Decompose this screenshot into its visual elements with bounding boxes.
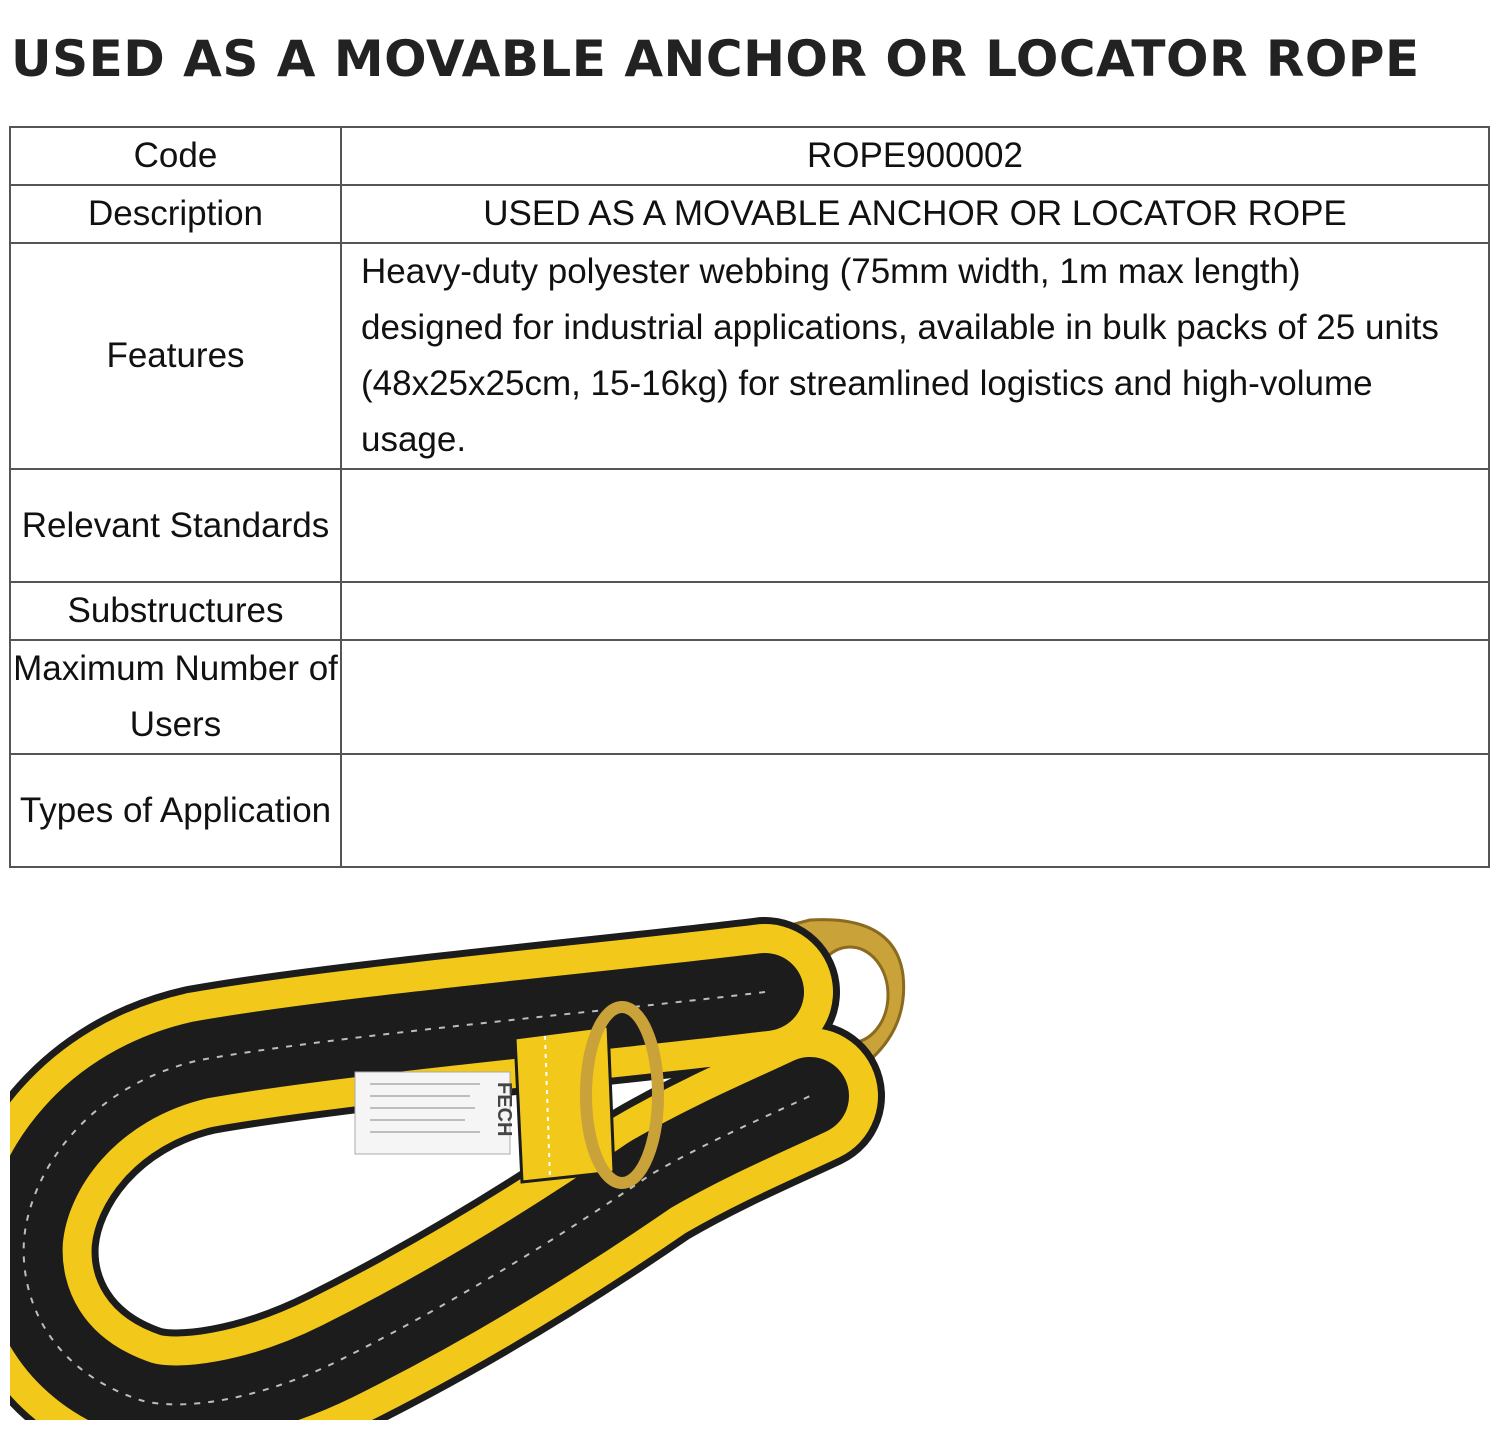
page-title: USED AS A MOVABLE ANCHOR OR LOCATOR ROPE: [11, 30, 1420, 88]
row-label-substructures: Substructures: [10, 582, 341, 640]
row-value-relevant-standards: [341, 469, 1489, 582]
row-label-relevant-standards: Relevant Standards: [10, 469, 341, 582]
table-row: [10, 754, 1489, 867]
table-row: [10, 469, 1489, 582]
row-value-description: USED AS A MOVABLE ANCHOR OR LOCATOR ROPE: [341, 185, 1489, 243]
table-row: [10, 127, 1489, 185]
row-label-description: Description: [10, 185, 341, 243]
row-value-maximum-number-of-users: [341, 640, 1489, 754]
row-label-maximum-number-of-users: Maximum Number of Users: [10, 640, 341, 754]
table-row: [10, 243, 1489, 469]
table-row: [10, 185, 1489, 243]
webbing-strap: [24, 992, 810, 1404]
row-value-types-of-application: [341, 754, 1489, 867]
product-label: [355, 1072, 515, 1154]
row-label-code: Code: [10, 127, 341, 185]
row-label-types-of-application: Types of Application: [10, 754, 341, 867]
label-brand-text: FECH: [493, 1082, 515, 1137]
row-value-code: ROPE900002: [341, 127, 1489, 185]
table-row: [10, 582, 1489, 640]
table-row: [10, 640, 1489, 754]
spec-table: [9, 126, 1490, 868]
row-label-features: Features: [10, 243, 341, 469]
row-value-substructures: [341, 582, 1489, 640]
product-image: [10, 900, 920, 1420]
row-value-features: Heavy-duty polyester webbing (75mm width, 1m max length) designed for industrial applications, available in bulk packs of 25 units (48x25x25cm, 15-16kg) for streamlined logistics and high-volume usage.: [341, 243, 1489, 469]
